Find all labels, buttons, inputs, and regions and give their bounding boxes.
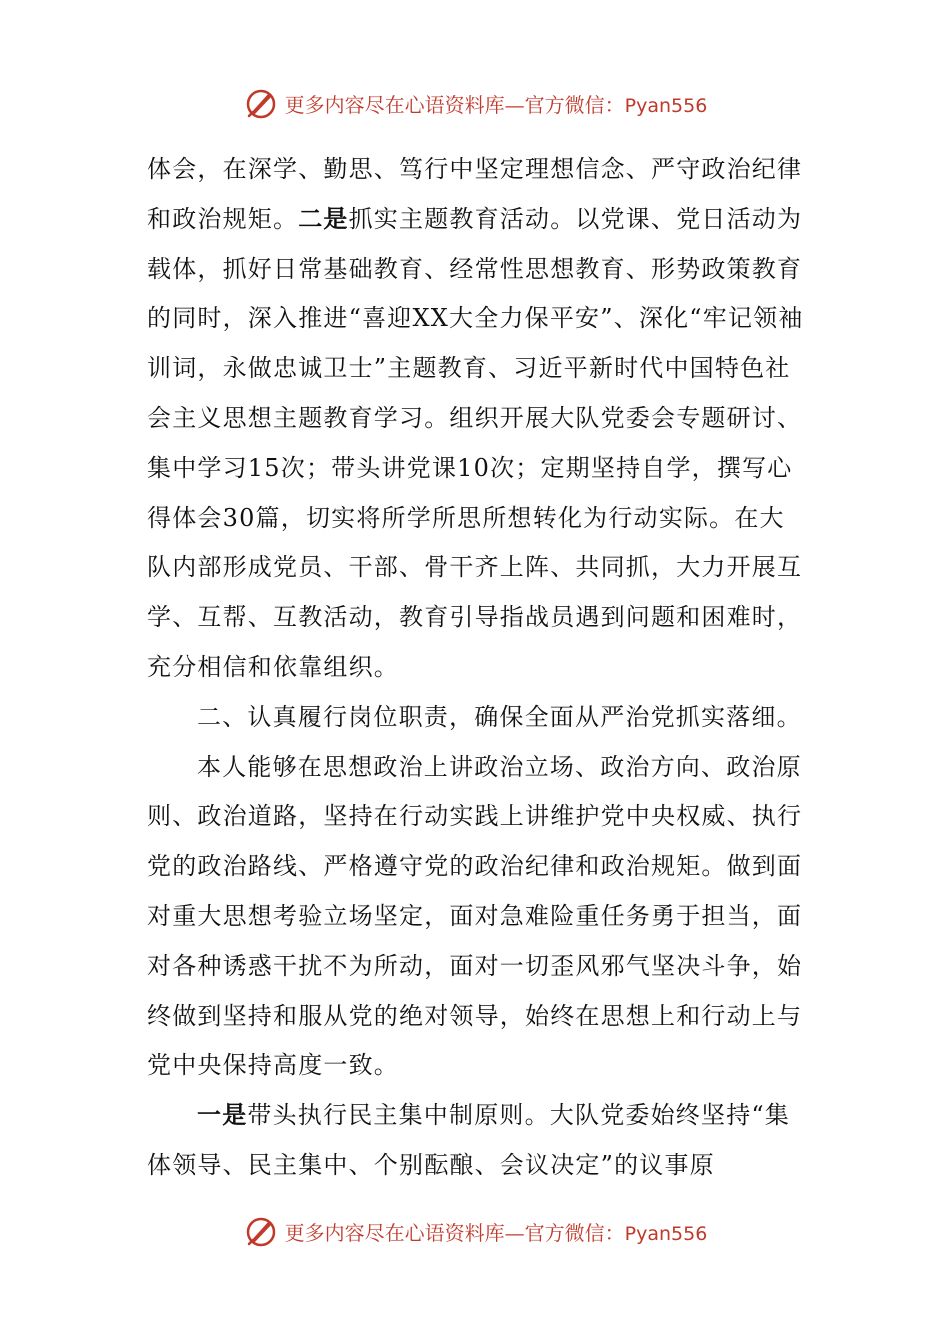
paragraph-3: 一是带头执行民主集中制原则。大队党委始终坚持“集体领导、民主集中、个别酝酿、会议决定”的议事原 (147, 1101, 791, 1179)
bold-label-er-shi: 二是 (298, 204, 349, 233)
watermark-banner-top (0, 78, 950, 128)
quill-logo-icon (243, 1213, 279, 1249)
document-body (147, 145, 805, 1191)
paragraph-2: 本人能够在思想政治上讲政治立场、政治方向、政治原则、政治道路，坚持在行动实践上讲维护党中央权威、执行党的政治路线、严格遵守党的政治纪律和政治规矩。做到面对重大思想考验立场坚定，面对急难险重任务勇于担当，面对各种诱惑干扰不为所动，面对一切歪风邪气坚决斗争，始终做到坚持和服从党的绝对领导，始终在思想上和行动上与党中央保持高度一致。 (147, 752, 803, 1080)
section-heading: 二、认真履行岗位职责，确保全面从严治党抓实落细。 (197, 702, 802, 731)
watermark-text: 更多内容尽在心语资料库—官方微信：Pyan556 (284, 1220, 708, 1245)
wechat-id: Pyan556 (624, 94, 708, 117)
paragraph-1: 体会，在深学、勤思、笃行中坚定理想信念、严守政治纪律和政治规矩。二是抓实主题教育活动。以党课、党日活动为载体，抓好日常基础教育、经常性思想教育、形势政策教育的同时，深入推进“喜迎XX大全力保平安”、深化“牢记领袖训词，永做忠诚卫士”主题教育、习近平新时代中国特色社会主义思想主题教育学习。组织开展大队党委会专题研讨、集中学习15次；带头讲党课10次；定期坚持自学，撰写心得体会30篇，切实将所学所思所想转化为行动实际。在大队内部形成党员、干部、骨干齐上阵、共同抓，大力开展互学、互帮、互教活动，教育引导指战员遇到问题和困难时，充分相信和依靠组织。 (147, 155, 804, 681)
quill-logo-icon (243, 85, 279, 121)
watermark-banner-bottom (0, 1206, 950, 1256)
wechat-id: Pyan556 (624, 1222, 708, 1245)
bold-label-yi-shi: 一是 (197, 1101, 248, 1130)
watermark-text: 更多内容尽在心语资料库—官方微信：Pyan556 (284, 92, 708, 117)
